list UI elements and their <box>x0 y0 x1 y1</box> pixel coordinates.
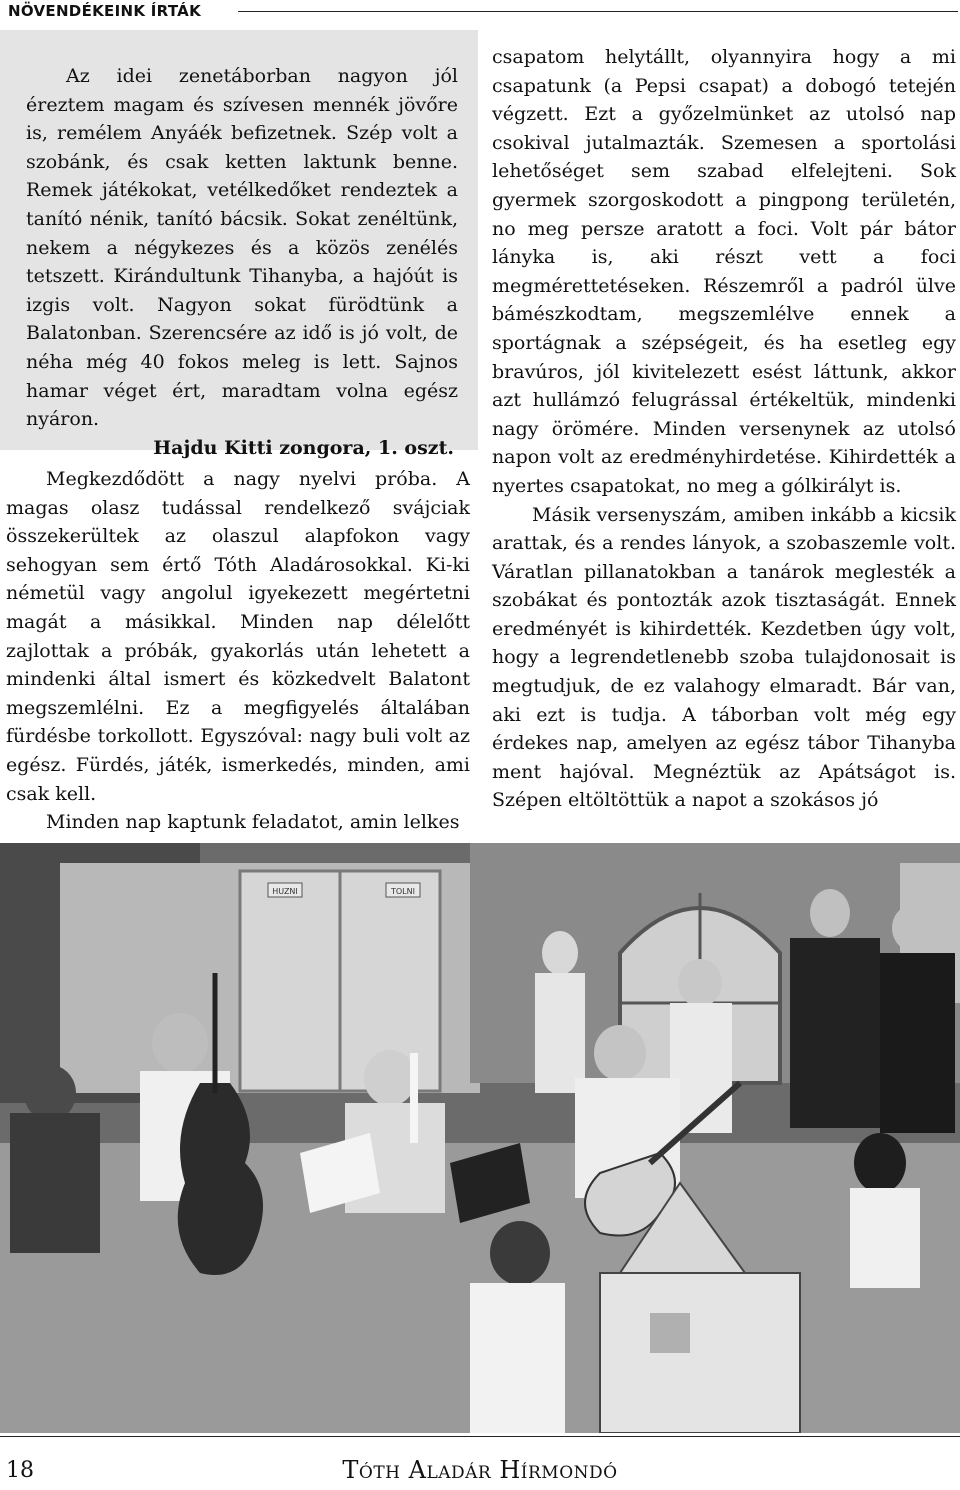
door-sign-right-text: TOLNI <box>391 887 415 896</box>
page-number: 18 <box>6 1458 34 1483</box>
recorder <box>410 1053 418 1143</box>
door-sign-left-text: HUZNI <box>272 887 298 896</box>
column-left-top <box>26 62 458 462</box>
concert-photo <box>0 843 960 1433</box>
author-signature: Hajdu Kitti zongora, 1. oszt. <box>153 436 454 459</box>
paragraph: Az idei zenetáborban nagyon jól éreztem magam és szívesen mennék jövőre is, remélem Anyáék befizetnek. Szép volt a szobánk, és csak ketten laktunk benne. Remek játékokat, vetélkedőket rendeztek a tanító nénik, tanító bácsik. Sokat zenéltünk, nekem a négykezes és a közös zenélés tetszett. Kirándultunk Tihanyba, a hajóút is izgis volt. Nagyon sokat fürödtünk a Balatonban. Szerencsére az idő is jó volt, de néha még 40 fokos meleg is lett. Sajnos hamar véget ért, maradtam volna egész nyáron. <box>26 65 458 431</box>
violin-player <box>10 1113 100 1253</box>
section-title: NÖVENDÉKEINK ÍRTÁK <box>8 2 202 20</box>
column-right <box>492 43 956 815</box>
paragraph: Megkezdődött a nagy nyelvi próba. A magas olasz tudással rendelkező svájciak összekerültek az olaszul alapfokon vagy sehogyan sem értő Tóth Aladárosokkal. Ki-ki németül vagy angolul igyekezett megértetni magát a másikkal. Minden nap délelőtt zajlottak a próbák, gyakorlás után lehetett a mindenki által ismert és közkedvelt Balatont megszemlélni. Ez a megfigyelés általában fürdésbe torkollott. Egyszóval: nagy buli volt az egész. Fürdés, játék, ismerkedés, minden, ami csak kell. <box>6 468 470 805</box>
paragraph: csapatom helytállt, olyannyira hogy a mi csapatunk (a Pepsi csapat) a dobogó tetején végzett. Ezt a győzelmünket az utolsó nap csokival jutalmazták. Szemesen a sportolási lehetőséget sem szabad elfelejteni. Sok gyermek szorgoskodott a pingpong területén, no meg persze aratott a foci. Volt pár bátor lányka is, aki részt vett a foci megmérettetéseken. Részemről a padról ülve bámészkodtam, megszemlélve ennek a sportágnak a szépségeit, és ha esetleg egy bravúros, jól kivitelezett esést láttunk, akkor azt hullámzó felugrással értékeltük, mindenki nagy örömére. Minden versenynek az utolsó napon volt az eredményhirdetése. Kihirdették a nyertes csapatokat, no meg a gólkirályt is. <box>492 46 956 497</box>
paragraph: Minden nap kaptunk feladatot, amin lelkes <box>46 811 460 834</box>
footer-rule <box>0 1436 960 1437</box>
person-standing <box>880 953 955 1133</box>
photo-illustration <box>0 843 960 1433</box>
publication-title: Tóth Aladár Hírmondó <box>342 1456 618 1484</box>
child <box>850 1188 920 1288</box>
header-rule <box>238 11 958 12</box>
child <box>470 1283 565 1433</box>
column-left-bottom <box>6 465 470 837</box>
person-standing <box>790 938 880 1128</box>
running-header <box>0 0 960 22</box>
paragraph: Másik versenyszám, amiben inkább a kicsik arattak, és a rendes lányok, a szobaszemle volt. Váratlan pillanatokban a tanárok meglesték a szobákat és pontozták azok tisztaságát. Ennek eredményét is kihirdették. Kezdetben úgy volt, hogy a legrendetlenebb szoba tulajdonosait is megtudjuk, de ez valahogy elmaradt. Bár van, aki ezt is tudja. A táborban volt még egy érdekes nap, amelyen az egész tábor Tihanyba ment hajóval. Megnéztük az Apátságot is. Szépen eltöltöttük a napot a szokásos jó <box>492 503 956 812</box>
person-standing <box>535 973 585 1093</box>
